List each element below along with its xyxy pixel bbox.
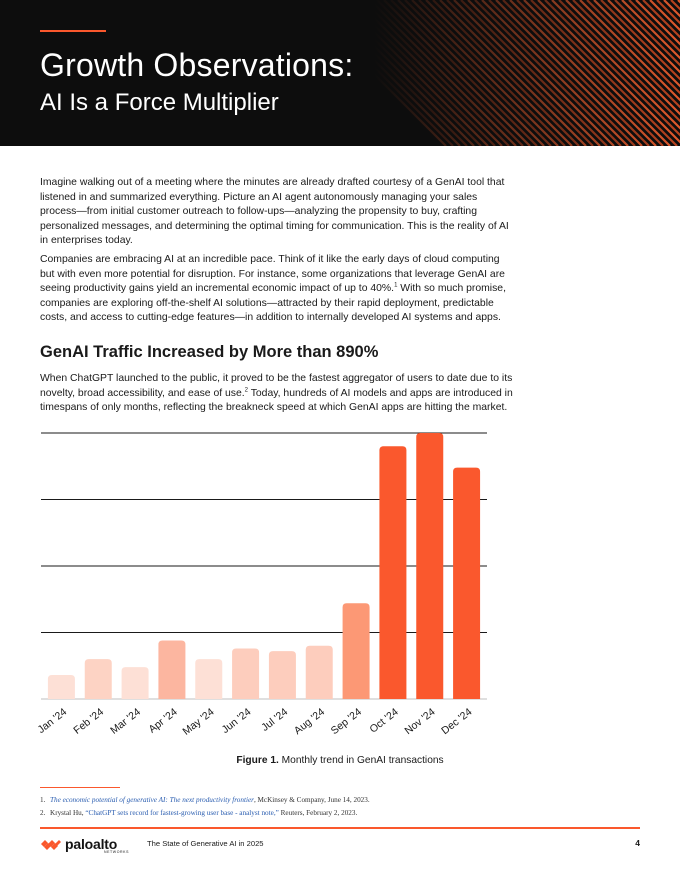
x-tick-label: Aug '24 [291, 705, 328, 738]
x-tick-label: Dec '24 [439, 705, 475, 738]
bar-jan24 [48, 675, 75, 699]
bar-jun24 [232, 648, 259, 699]
bar-apr24 [158, 640, 185, 699]
page-subtitle: AI Is a Force Multiplier [40, 89, 279, 116]
traffic-text-b: Today, hundreds of AI models and apps are introduced in timespans of only months, reflecting the breakneck speed at which GenAI apps are hitting the market. [40, 387, 513, 414]
footnote-2 [40, 809, 357, 817]
footnote-1-source: , McKinsey & Company, June 14, 2023. [253, 796, 370, 804]
page-number: 4 [635, 838, 640, 848]
traffic-paragraph [40, 372, 518, 416]
bar-oct24 [379, 446, 406, 699]
adoption-paragraph [40, 253, 516, 326]
figure-label: Figure 1. [236, 755, 279, 766]
title-accent-line [40, 30, 106, 32]
x-tick-label: Apr '24 [146, 705, 180, 736]
footnote-ref-2[interactable]: 2 [244, 387, 248, 394]
x-tick-label: Jun '24 [219, 705, 254, 737]
section-heading: GenAI Traffic Increased by More than 890% [40, 343, 379, 361]
x-tick-label: Jul '24 [259, 705, 291, 734]
footnote-1 [40, 796, 370, 804]
bar-jul24 [269, 651, 296, 699]
figure-caption-text: Monthly trend in GenAI transactions [278, 755, 444, 766]
footer-document-title: The State of Generative AI in 2025 [147, 839, 264, 848]
x-tick-label: Sep '24 [328, 705, 364, 738]
logo-wordmark: paloalto [65, 836, 118, 852]
footnote-divider [40, 787, 120, 788]
x-tick-label: Jan '24 [35, 705, 70, 737]
page-header [0, 0, 680, 146]
bar-aug24 [306, 646, 333, 699]
figure-caption [0, 755, 680, 766]
page-title: Growth Observations: [40, 47, 354, 83]
bar-sep24 [343, 603, 370, 699]
x-tick-label: May '24 [180, 705, 217, 738]
footnote-2-author: Krystal Hu, [50, 809, 86, 817]
genai-traffic-bar-chart [0, 425, 680, 745]
adoption-text-a: Companies are embracing AI at an incredible pace. Think of it like the early days of cloud computing but with even more potential for disruption. For instance, some organizations that leverage GenAI are seeing productivity gains yield an incremental economic impact of up to 40%. [40, 254, 505, 295]
bar-mar24 [122, 667, 149, 699]
paloalto-logo [40, 836, 130, 854]
x-tick-label: Feb '24 [71, 705, 107, 737]
footnote-2-source: Reuters, February 2, 2023. [278, 809, 358, 817]
bar-dec24 [453, 468, 480, 699]
x-tick-label: Nov '24 [402, 705, 438, 738]
bar-nov24 [416, 433, 443, 699]
x-tick-label: Oct '24 [367, 705, 401, 736]
footnote-1-link[interactable]: The economic potential of generative AI: The next productivity frontier [50, 796, 254, 804]
adoption-text-b: With so much promise, companies are exploring off-the-shelf AI solutions—attracted by their rapid deployment, predictable costs, and access to cutting-edge features—in addition to internally developed AI systems and apps. [40, 283, 506, 324]
x-tick-label: Mar '24 [108, 705, 143, 737]
footnote-1-number: 1. [40, 796, 46, 804]
paloalto-mark-icon [40, 837, 62, 851]
bar-feb24 [85, 659, 112, 699]
footnote-2-link[interactable]: “ChatGPT sets record for fastest-growing user base - analyst note,” [85, 809, 279, 817]
footnote-ref-1[interactable]: 1 [394, 282, 398, 289]
bar-may24 [195, 659, 222, 699]
intro-paragraph: Imagine walking out of a meeting where the minutes are already drafted courtesy of a GenAI tool that listened in and summarized everything. Picture an AI agent autonomously managing your sales process—from initial customer outreach to follow-ups—analyzing the propensity to buy, crafting personalized messages, and determining the optimal timing for communication. This is the reality of AI in enterprises today. [40, 177, 509, 247]
traffic-text-a: When ChatGPT launched to the public, it proved to be the fastest aggregator of users to date due to its novelty, broad accessibility, and ease of use. [40, 373, 513, 399]
logo-subtext: NETWORKS [104, 850, 130, 854]
footnote-2-number: 2. [40, 809, 46, 817]
footer-divider [40, 827, 640, 829]
